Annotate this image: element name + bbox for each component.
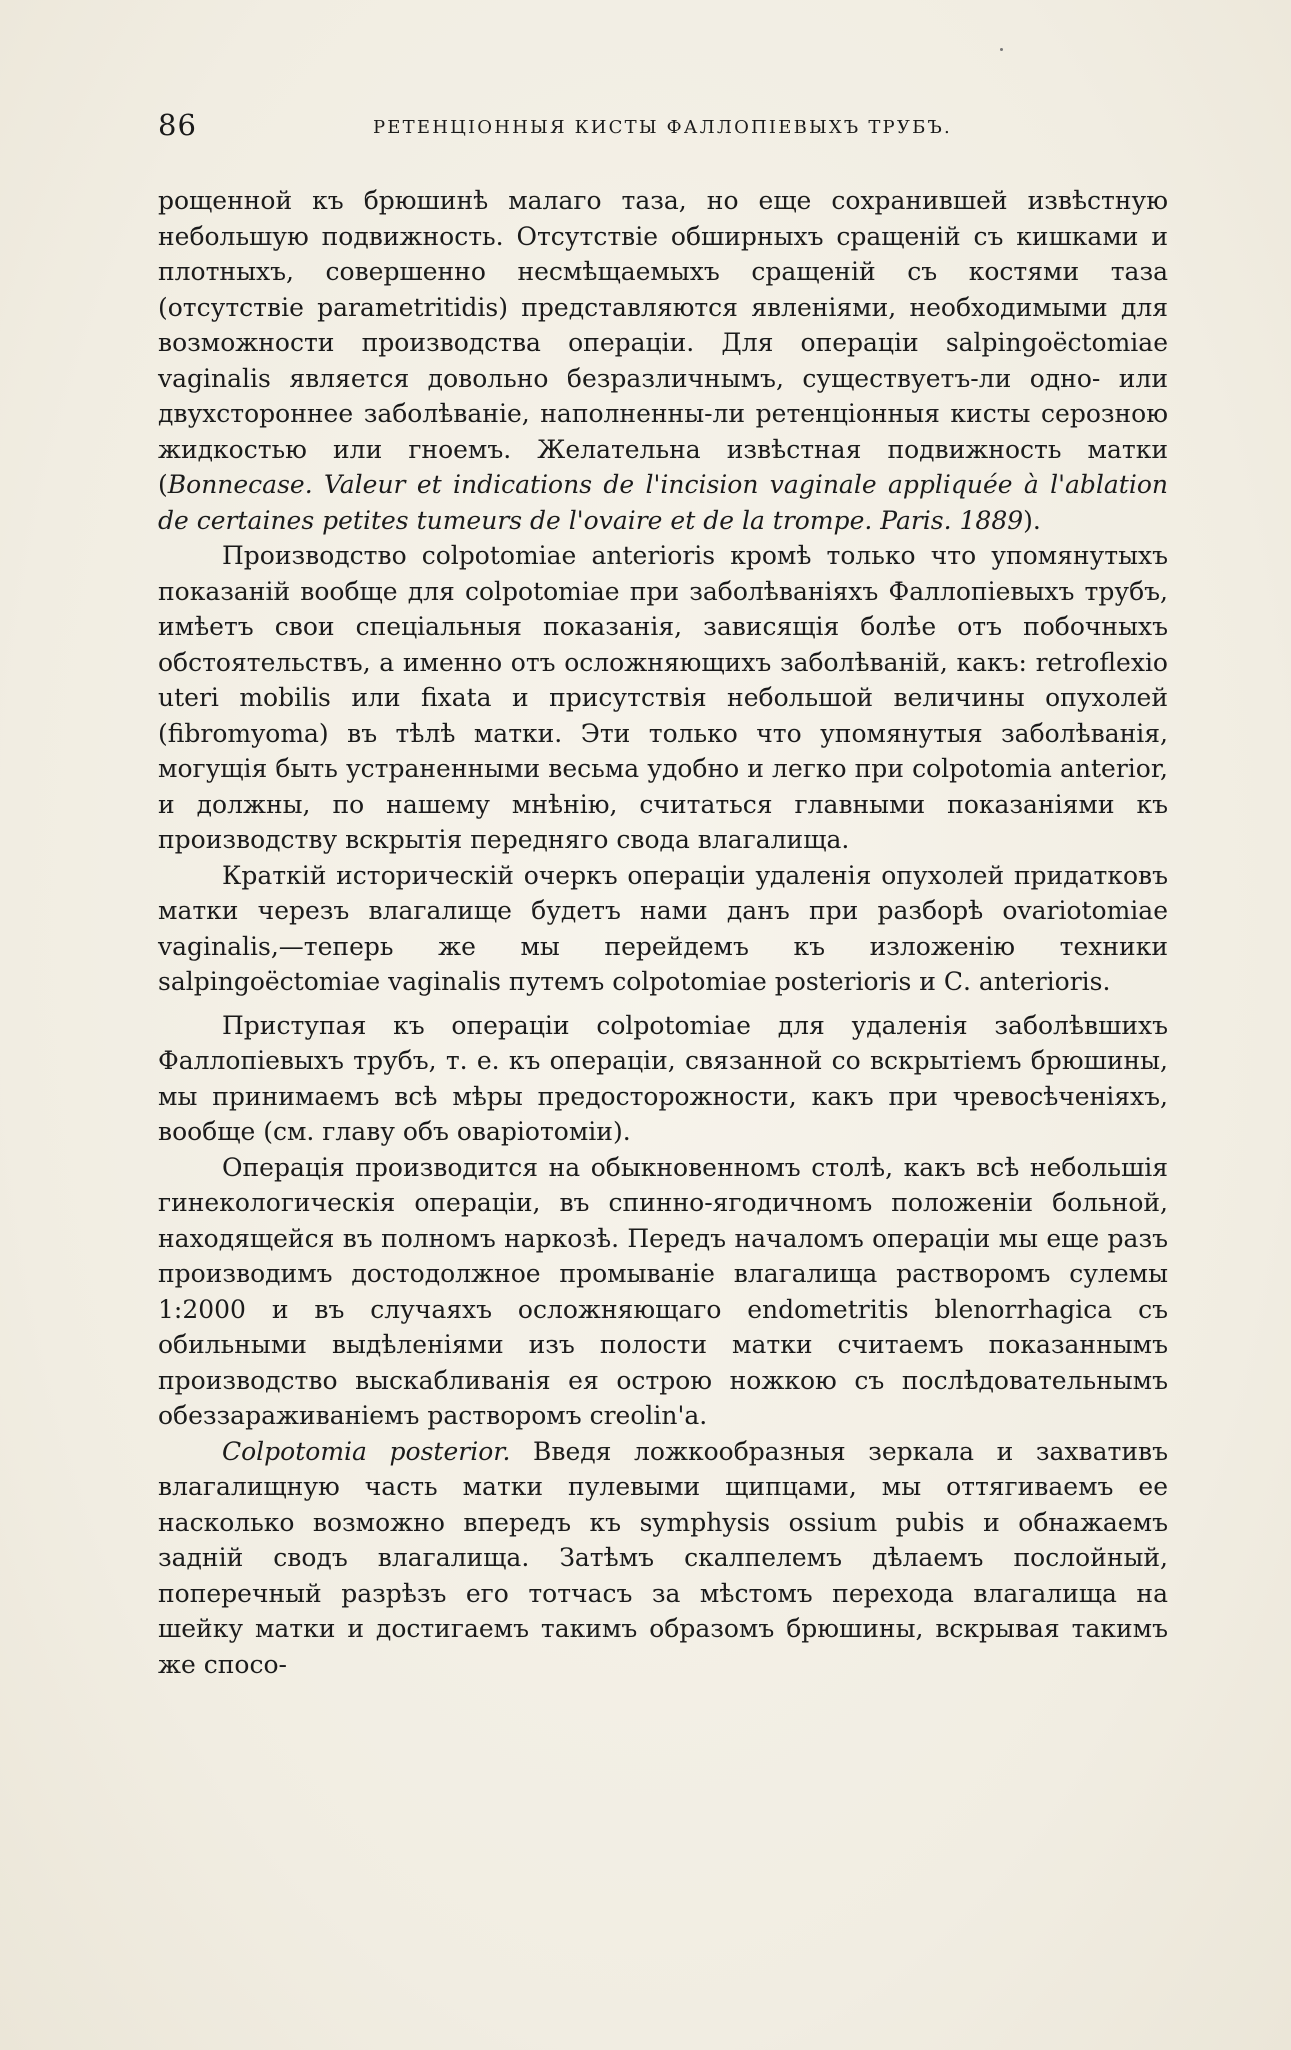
paragraph-3-text: Краткій историческій очеркъ операціи удаленія опухолей придатковъ матки черезъ влагалище будетъ нами данъ при разборѣ ovariotomiae vaginalis,—теперь же мы перейдемъ къ изложенію техники salpingoëctomiae vaginalis путемъ colpotomiae posterioris и С. anterioris. [158,860,1168,996]
paragraph-5 [158,1150,1168,1434]
section-heading-colpotomia-posterior: Colpotomia posterior. [222,1436,511,1466]
paragraph-4 [158,1008,1168,1150]
paragraph-1-closing: ). [1023,505,1041,535]
paragraph-3 [158,858,1168,1000]
paragraph-1 [158,183,1168,538]
paragraph-6 [158,1434,1168,1683]
paragraph-5-text: Операція производится на обыкновенномъ столѣ, какъ всѣ небольшія гинекологическія операціи, въ спинно-ягодичномъ положеніи больной, находящейся въ полномъ наркозѣ. Передъ началомъ операціи мы еще разъ производимъ достодолжное промываніе влагалища растворомъ сулемы 1:2000 и въ случаяхъ осложняющаго endometritis blenorrhagica съ обильными выдѣленіями изъ полости матки считаемъ показаннымъ производство выскабливанія ея острою ножкою съ послѣдовательнымъ обеззараживаніемъ растворомъ creolin'а. [158,1152,1168,1430]
paragraph-6-text: Введя ложкообразныя зеркала и захвативъ влагалищную часть матки пулевыми щипцами, мы оттягиваемъ ее насколько возможно впередъ къ symphysis ossium pubis и обнажаемъ задній сводъ влагалища. Затѣмъ скалпелемъ дѣлаемъ послойный, поперечный разрѣзъ его тотчасъ за мѣстомъ перехода влагалища на шейку матки и достигаемъ такимъ образомъ брюшины, вскрывая такимъ же спосо- [158,1436,1168,1679]
paragraph-4-text: Приступая къ операціи colpotomiae для удаленія заболѣвшихъ Фаллопіевыхъ трубъ, т. е. къ операціи, связанной со вскрытіемъ брюшины, мы принимаемъ всѣ мѣры предосторожности, какъ при чревосѣченіяхъ, вообще (см. главу объ оваріотоміи). [158,1010,1168,1146]
page-number: 86 [158,108,197,142]
paragraph-2 [158,538,1168,858]
running-title: РЕТЕНЦІОННЫЯ КИСТЫ ФАЛЛОПІЕВЫХЪ ТРУБЪ. [373,117,952,138]
paragraph-1-citation: Bonnecase. Valeur et indications de l'incision vaginale appliquée à l'ablation de certaines petites tumeurs de l'ovaire et de la trompe. Paris. 1889 [158,470,1168,535]
paragraph-1-text: рощенной къ брюшинѣ малаго таза, но еще сохранившей извѣстную небольшую подвижность. Отсутствіе обширныхъ сращеній съ кишками и плотныхъ, совершенно несмѣщаемыхъ сращеній съ костями таза (отсутствіе parametritidis) представляются явленіями, необходимыми для возможности производства операціи. Для операціи salpingoëctomiae vaginalis является довольно безразличнымъ, существуетъ-ли одно- или двухстороннее заболѣваніе, наполненны-ли ретенціонныя кисты серозною жидкостью или гноемъ. Желательна извѣстная подвижность матки ( [158,186,1168,499]
print-speck [1000,48,1003,51]
body-text [158,183,1168,1682]
page-header [158,108,1168,154]
paragraph-2-text: Производство colpotomiae anterioris кромѣ только что упомянутыхъ показаній вообще для colpotomiae при заболѣваніяхъ Фаллопіевыхъ трубъ, имѣетъ свои спеціальныя показанія, зависящія болѣе отъ побочныхъ обстоятельствъ, а именно отъ осложняющихъ заболѣваній, какъ: retroflexio uteri mobilis или fixata и присутствія небольшой величины опухолей (fibromyoma) въ тѣлѣ матки. Эти только что упомянутыя заболѣванія, могущія быть устраненными весьма удобно и легко при colpotomia anterior, и должны, по нашему мнѣнію, считаться главными показаніями къ производству вскрытія передняго свода влагалища. [158,541,1168,854]
